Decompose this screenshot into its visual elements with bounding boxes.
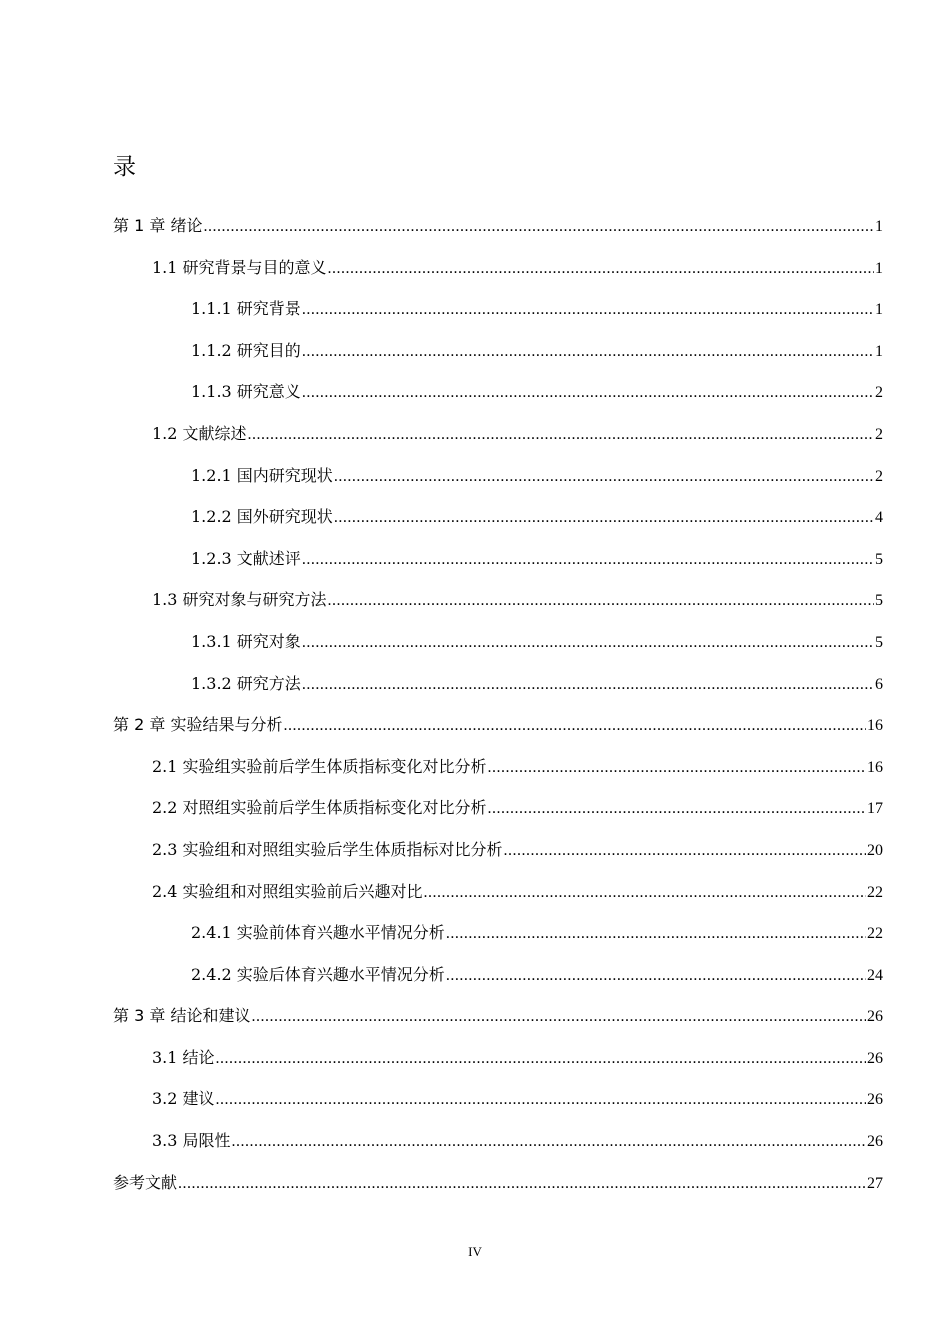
toc-entry-page: 26 bbox=[867, 1008, 883, 1026]
toc-entry[interactable] bbox=[113, 247, 883, 289]
toc-leader-dots bbox=[302, 372, 874, 414]
toc-leader-dots bbox=[302, 539, 874, 581]
toc-leader-dots bbox=[216, 1038, 866, 1080]
toc-leader-dots bbox=[446, 913, 866, 955]
toc-leader-dots bbox=[203, 206, 874, 248]
toc-entry[interactable] bbox=[113, 205, 883, 247]
toc-leader-dots bbox=[334, 456, 874, 498]
toc-entry-label: 2.2 对照组实验前后学生体质指标变化对比分析 bbox=[152, 798, 487, 818]
toc-entry[interactable] bbox=[113, 538, 883, 580]
toc-leader-dots bbox=[446, 955, 866, 997]
toc-entry-page: 2 bbox=[875, 467, 883, 485]
toc-entry-page: 1 bbox=[875, 218, 883, 235]
toc-entry-label: 1.2.2 国外研究现状 bbox=[191, 507, 333, 527]
toc-entry-page: 1 bbox=[875, 342, 883, 360]
toc-entry-label: 1.2.3 文献述评 bbox=[191, 548, 301, 568]
toc-entry[interactable] bbox=[113, 1037, 883, 1079]
toc-entry-label: 3.1 结论 bbox=[152, 1047, 215, 1067]
toc-entry[interactable] bbox=[113, 1078, 883, 1120]
toc-entry-label: 第 2 章 实验结果与分析 bbox=[113, 715, 283, 735]
toc-leader-dots bbox=[424, 872, 866, 914]
toc-entry-page: 26 bbox=[867, 1049, 883, 1067]
toc-leader-dots bbox=[251, 996, 866, 1038]
toc-leader-dots bbox=[216, 1079, 866, 1121]
toc-leader-dots bbox=[302, 664, 874, 706]
toc-entry-page: 1 bbox=[875, 259, 883, 277]
toc-entry-label: 1.3.1 研究对象 bbox=[191, 631, 301, 651]
toc-entry[interactable] bbox=[113, 1120, 883, 1162]
toc-entry-page: 17 bbox=[867, 800, 883, 818]
toc-entry-label: 2.4.2 实验后体育兴趣水平情况分析 bbox=[191, 964, 445, 984]
toc-leader-dots bbox=[232, 1121, 866, 1163]
toc-entry-page: 2 bbox=[875, 384, 883, 402]
toc-entry-page: 24 bbox=[867, 966, 883, 984]
toc-entry-label: 2.1 实验组实验前后学生体质指标变化对比分析 bbox=[152, 756, 487, 776]
toc-entry-label: 1.1.2 研究目的 bbox=[191, 340, 301, 360]
toc-entry-label: 参考文献 bbox=[113, 1172, 178, 1192]
toc-entry-page: 5 bbox=[875, 633, 883, 651]
toc-entry-page: 22 bbox=[867, 925, 883, 943]
toc-entry-page: 2 bbox=[875, 425, 883, 443]
toc-entry-page: 4 bbox=[875, 509, 883, 527]
toc-entry-label: 1.1 研究背景与目的意义 bbox=[152, 257, 327, 277]
toc-entry[interactable] bbox=[113, 330, 883, 372]
toc-entry-label: 1.2 文献综述 bbox=[152, 423, 247, 443]
toc-entry[interactable] bbox=[113, 912, 883, 954]
toc-title: 录 bbox=[113, 154, 136, 180]
toc-entry-label: 2.3 实验组和对照组实验后学生体质指标对比分析 bbox=[152, 839, 503, 859]
toc-leader-dots bbox=[302, 289, 874, 331]
toc-entry-page: 22 bbox=[867, 883, 883, 901]
toc-entry-label: 3.2 建议 bbox=[152, 1089, 215, 1109]
toc-leader-dots bbox=[178, 1163, 866, 1205]
toc-entry-page: 26 bbox=[867, 1133, 883, 1151]
toc-entry-label: 1.1.3 研究意义 bbox=[191, 382, 301, 402]
toc-entry[interactable] bbox=[113, 663, 883, 705]
toc-entry-page: 16 bbox=[867, 758, 883, 776]
toc-entry-label: 1.3 研究对象与研究方法 bbox=[152, 590, 327, 610]
toc-entry-label: 1.3.2 研究方法 bbox=[191, 673, 301, 693]
toc-leader-dots bbox=[504, 830, 866, 872]
toc-entry[interactable] bbox=[113, 704, 883, 746]
toc-entry-label: 第 3 章 结论和建议 bbox=[113, 1006, 251, 1026]
toc-leader-dots bbox=[488, 747, 866, 789]
toc-entry-page: 27 bbox=[867, 1174, 883, 1192]
toc-leader-dots bbox=[328, 580, 874, 622]
toc-leader-dots bbox=[248, 414, 874, 456]
toc-entry[interactable] bbox=[113, 288, 883, 330]
toc-entry-page: 6 bbox=[875, 675, 883, 693]
toc-entry-label: 第 1 章 绪论 bbox=[113, 216, 203, 235]
toc-entry[interactable] bbox=[113, 1162, 883, 1204]
toc-entry[interactable] bbox=[113, 829, 883, 871]
page-number: IV bbox=[468, 1244, 482, 1259]
toc-entry[interactable] bbox=[113, 871, 883, 913]
toc-entry-page: 26 bbox=[867, 1091, 883, 1109]
toc-entry[interactable] bbox=[113, 746, 883, 788]
toc-entry[interactable] bbox=[113, 371, 883, 413]
toc-entry-label: 2.4.1 实验前体育兴趣水平情况分析 bbox=[191, 923, 445, 943]
toc-entry[interactable] bbox=[113, 995, 883, 1037]
toc-entry-label: 1.2.1 国内研究现状 bbox=[191, 465, 333, 485]
table-of-contents bbox=[113, 205, 883, 1203]
toc-leader-dots bbox=[328, 248, 874, 290]
toc-entry[interactable] bbox=[113, 496, 883, 538]
toc-entry-page: 1 bbox=[875, 301, 883, 319]
toc-entry[interactable] bbox=[113, 579, 883, 621]
toc-entry-label: 3.3 局限性 bbox=[152, 1131, 231, 1151]
toc-entry-page: 5 bbox=[875, 550, 883, 568]
toc-entry[interactable] bbox=[113, 954, 883, 996]
toc-entry-label: 2.4 实验组和对照组实验前后兴趣对比 bbox=[152, 881, 423, 901]
toc-entry-page: 20 bbox=[867, 841, 883, 859]
toc-leader-dots bbox=[334, 497, 874, 539]
toc-leader-dots bbox=[283, 705, 866, 747]
toc-entry[interactable] bbox=[113, 621, 883, 663]
toc-entry-page: 5 bbox=[875, 592, 883, 610]
toc-entry[interactable] bbox=[113, 455, 883, 497]
toc-leader-dots bbox=[302, 622, 874, 664]
toc-entry-page: 16 bbox=[867, 717, 883, 735]
toc-entry[interactable] bbox=[113, 413, 883, 455]
toc-leader-dots bbox=[302, 331, 874, 373]
toc-entry[interactable] bbox=[113, 787, 883, 829]
toc-leader-dots bbox=[488, 788, 866, 830]
toc-entry-label: 1.1.1 研究背景 bbox=[191, 299, 301, 319]
